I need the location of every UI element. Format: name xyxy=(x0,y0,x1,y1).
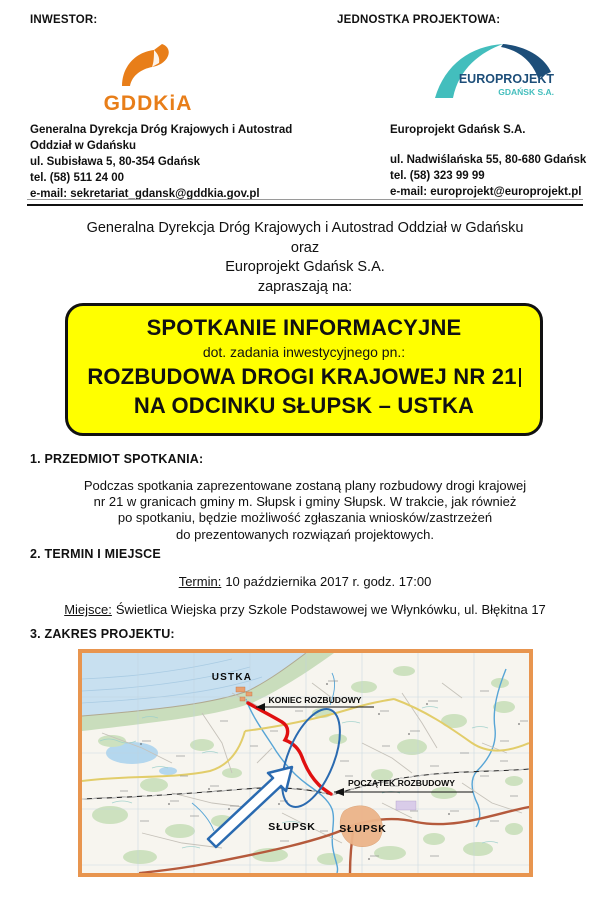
banner-title: SPOTKANIE INFORMACYJNE xyxy=(146,315,462,340)
investor-label: INWESTOR: xyxy=(30,14,98,26)
miejsce-value: Świetlica Wiejska przy Szkole Podstawowej we Włynkówku, ul. Błękitna 17 xyxy=(115,602,546,617)
info-banner xyxy=(65,303,543,436)
miejsce-line xyxy=(0,602,610,617)
address-line: Europrojekt Gdańsk S.A. xyxy=(390,124,526,136)
gddkia-logo xyxy=(90,42,206,116)
investor-address xyxy=(30,122,292,202)
gddkia-wordmark: GDDKiA xyxy=(103,92,193,115)
address-line: Oddział w Gdańsku xyxy=(30,140,137,152)
redzikowo-area xyxy=(396,801,416,810)
label-koniec-rozbudowy: KONIEC ROZBUDOWY xyxy=(268,695,362,705)
section1-body xyxy=(0,478,610,543)
text-cursor xyxy=(519,368,521,387)
europrojekt-logo xyxy=(433,38,557,105)
europrojekt-wordmark: EUROPROJEKT xyxy=(458,72,554,86)
europrojekt-subtext: GDAŃSK S.A. xyxy=(498,87,554,97)
project-map xyxy=(78,649,533,877)
europrojekt-arch-icon xyxy=(433,38,557,100)
header-separator-rule xyxy=(27,199,583,206)
section1-heading: 1. PRZEDMIOT SPOTKANIA: xyxy=(30,452,204,466)
label-slupsk-left: SŁUPSK xyxy=(268,821,316,833)
label-ustka: USTKA xyxy=(211,672,253,683)
address-line: tel. (58) 511 24 00 xyxy=(30,172,124,184)
label-slupsk-right: SŁUPSK xyxy=(339,823,387,835)
gddkia-eagle-road-icon xyxy=(116,42,180,86)
body-line: do prezentowanych rozwiązań projektowych. xyxy=(176,526,434,542)
section2-heading: 2. TERMIN I MIEJSCE xyxy=(30,547,161,561)
section3-heading: 3. ZAKRES PROJEKTU: xyxy=(30,627,175,641)
banner-subtitle: dot. zadania inwestycyjnego pn.: xyxy=(202,344,406,360)
invitation-line: Europrojekt Gdańsk S.A. xyxy=(225,259,385,275)
body-line: Podczas spotkania zaprezentowane zostaną plany rozbudowy drogi krajowej xyxy=(83,478,527,493)
banner-project-name: ROZBUDOWA DROGI KRAJOWEJ NR 21 xyxy=(87,364,517,389)
termin-line xyxy=(0,574,610,589)
address-line: e-mail: europrojekt@europrojekt.pl xyxy=(390,186,582,198)
termin-label: Termin: xyxy=(178,574,222,589)
miejsce-label: Miejsce: xyxy=(64,602,112,617)
body-line: nr 21 w granicach gminy m. Słupsk i gminy Słupsk. W trakcie, jak również xyxy=(93,494,517,510)
label-poczatek-rozbudowy: POCZĄTEK ROZBUDOWY xyxy=(348,778,455,788)
invitation-line: Generalna Dyrekcja Dróg Krajowych i Autostrad Oddział w Gdańsku xyxy=(86,220,524,236)
address-line: Generalna Dyrekcja Dróg Krajowych i Autostrad xyxy=(30,124,293,136)
invitation-line: zapraszają na: xyxy=(257,278,353,295)
address-line: ul. Nadwiślańska 55, 80-680 Gdańsk xyxy=(390,154,587,166)
body-line: po spotkaniu, będzie możliwość zgłaszania wniosków/zastrzeżeń xyxy=(117,510,493,526)
invitation-paragraph xyxy=(0,219,610,297)
address-line: tel. (58) 323 99 99 xyxy=(390,170,485,182)
map-canvas xyxy=(82,653,529,873)
address-line: ul. Subisława 5, 80-354 Gdańsk xyxy=(30,156,201,168)
termin-value: 10 października 2017 r. godz. 17:00 xyxy=(225,574,432,589)
invitation-line: oraz xyxy=(290,239,320,256)
banner-project-section: NA ODCINKU SŁUPSK – USTKA xyxy=(133,393,475,418)
design-unit-address xyxy=(390,122,586,200)
design-unit-label: JEDNOSTKA PROJEKTOWA: xyxy=(337,14,501,26)
address-line: e-mail: sekretariat_gdansk@gddkia.gov.pl xyxy=(30,188,260,200)
